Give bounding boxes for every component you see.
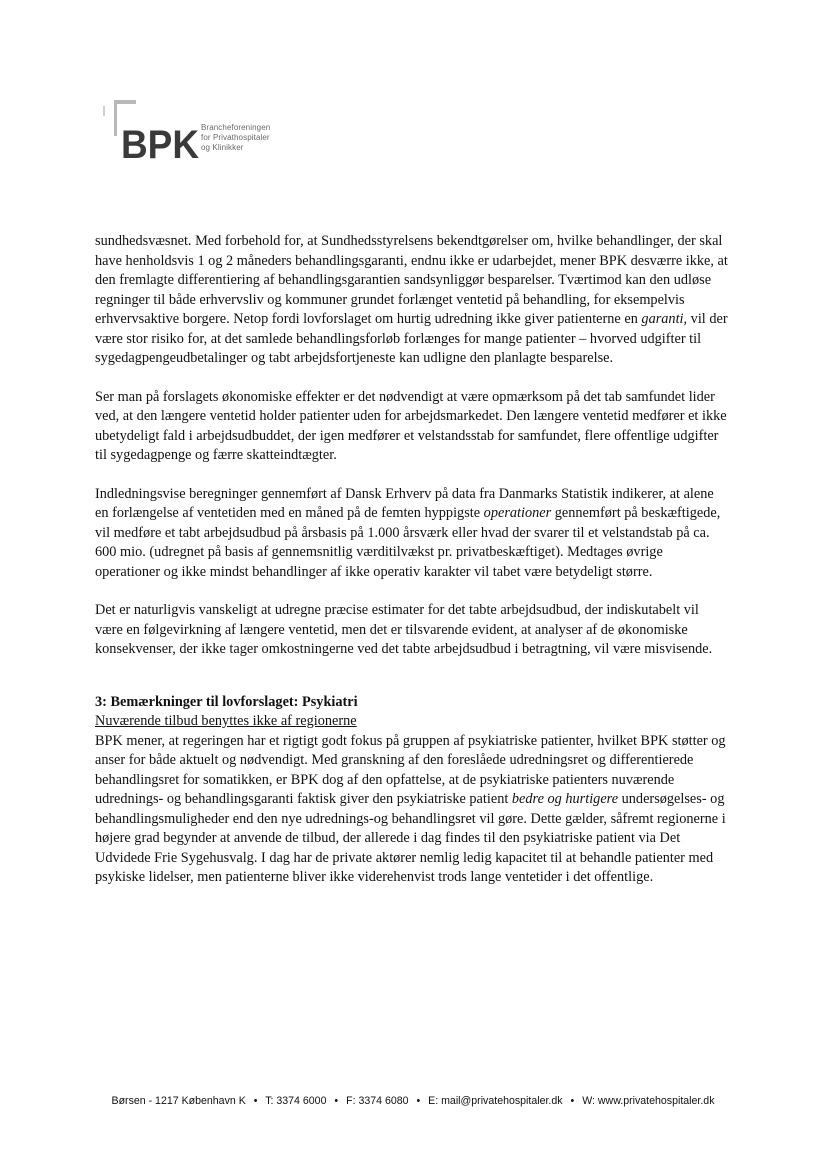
paragraph-okonomiske-effekter: Ser man på forslagets økonomiske effekter er det nødvendigt at være opmærksom på det tab samfundet lider ved, at den længere ventetid holder patienter uden for arbejdsmarkedet. Den længere ventetid medfører et ikke ubetydeligt fald i arbejdsudbuddet, der igen medfører et velstandsstab for samfundet, flere offentlige udgifter til sygedagpenge og færre skatteindtægter. [95,388,727,463]
emphasis-operationer: operationer [483,505,552,521]
footer-separator: • [253,1095,258,1107]
paragraph-estimater: Det er naturligvis vanskeligt at udregne præcise estimater for det tabte arbejdsudbud, der indiskutabelt vil være en følgevirkning af længere ventetid, men det er tilsvarende evident, at analyser af de økonomiske konsekvenser, der ikke tager omkostningerne ved det tabte arbejdsudbud i betragtning, vil være misvisende. [95,602,713,657]
subheading-nuvaerende-tilbud: Nuværende tilbud benyttes ikke af regionerne [95,713,357,729]
emphasis-bedre-hurtigere: bedre og hurtigere [511,791,619,807]
logo-tagline-line: og Klinikker [201,143,244,152]
paragraph-text: , vil der være stor risiko for, at det samlede behandlingsforløb forlænges for mange patienter – hvorved udgifter til sygedagpengeudbetalinger og tabt arbejdsfortjeneste kan udligne den planlagte besparelse. [95,311,728,366]
paragraph-text: Indledningsvise beregninger gennemført af Dansk Erhverv på data fra Danmarks Statistik indikerer, at alene en forlængelse af ventetiden med en måned på de femten hyppigste [95,485,714,521]
paragraph-psykiatri [95,732,729,888]
logo-tagline-line: Brancheforeningen [201,123,271,132]
footer-phone: T: 3374 6000 [265,1095,327,1107]
footer-fax: F: 3374 6080 [346,1095,409,1107]
footer-address: Børsen - 1217 København K [111,1095,246,1107]
document-body [95,232,729,888]
footer-website: W: www.privatehospitaler.dk [582,1095,715,1107]
paragraph-beregninger [95,485,729,583]
bpk-logo [100,96,300,166]
footer-separator: • [570,1095,575,1107]
section-heading-psykiatri: 3: Bemærkninger til lovforslaget: Psykiatri [95,693,358,710]
paragraph-text: BPK mener, at regeringen har et rigtigt godt fokus på gruppen af psykiatriske patienter, hvilket BPK støtter og anser for både aktuelt og nødvendigt. Med granskning af den foreslåede udredningsret og differentierede behandlingsret for somatikken, er BPK dog af den opfattelse, at de psykiatriske patienters nuværende udrednings- og behandlingsgaranti faktisk giver den psykiatriske patient [95,732,726,807]
logo-tagline [201,123,270,153]
logo-tagline-line: for Privathospitaler [201,133,270,142]
footer-email: E: mail@privatehospitaler.dk [428,1095,563,1107]
footer-separator: • [416,1095,421,1107]
paragraph-text: undersøgelses- og behandlingsmuligheder end den nye udrednings-og behandlingsret vil gøre. Dette gælder, såfremt regionerne i højere grad begynder at anvende de tilbud, der allerede i dag findes til den psykiatriske patient via Det Udvidede Frie Sygehusvalg. I dag har de private aktører nemlig ledig kapacitet til at behandle patienter med psykiske lidelser, men patienterne bliver ikke viderehenvist trods lange ventetider i det offentlige. [95,791,726,885]
emphasis-garanti: garanti [641,311,684,327]
paragraph-behandlingsgaranti [95,232,729,369]
paragraph-text: sundhedsvæsnet. Med forbehold for, at Sundhedsstyrelsens bekendtgørelser om, hvilke behandlinger, der skal have henholdsvis 1 og 2 måneders behandlingsgaranti, endnu ikke er udarbejdet, mener BPK desværre ikke, at den fremlagte differentiering af behandlingsgarantien sandsynliggør besparelser. Tværtimod kan den udløse regninger til både erhvervsliv og kommuner grundet forlænget ventetid på behandling, for eksempelvis erhvervsaktive borgere. Netop fordi lovforslaget om hurtig udredning ikke giver patienterne en [95,233,728,327]
paragraph-text: gennemført på beskæftigede, vil medføre et tabt arbejdsudbud på årsbasis på 1.000 årsværk eller hvad der svarer til et velstandstab på ca. 600 mio. (udregnet på basis af gennemsnitlig værditilvækst pr. privatbeskæftiget). Medtages øvrige operationer og ikke mindst behandlinger af ikke operativ karakter vil tabet være betydeligt større. [95,505,721,580]
page-footer [0,1095,826,1107]
footer-separator: • [334,1095,339,1107]
svg-text:BPK: BPK [121,123,200,166]
